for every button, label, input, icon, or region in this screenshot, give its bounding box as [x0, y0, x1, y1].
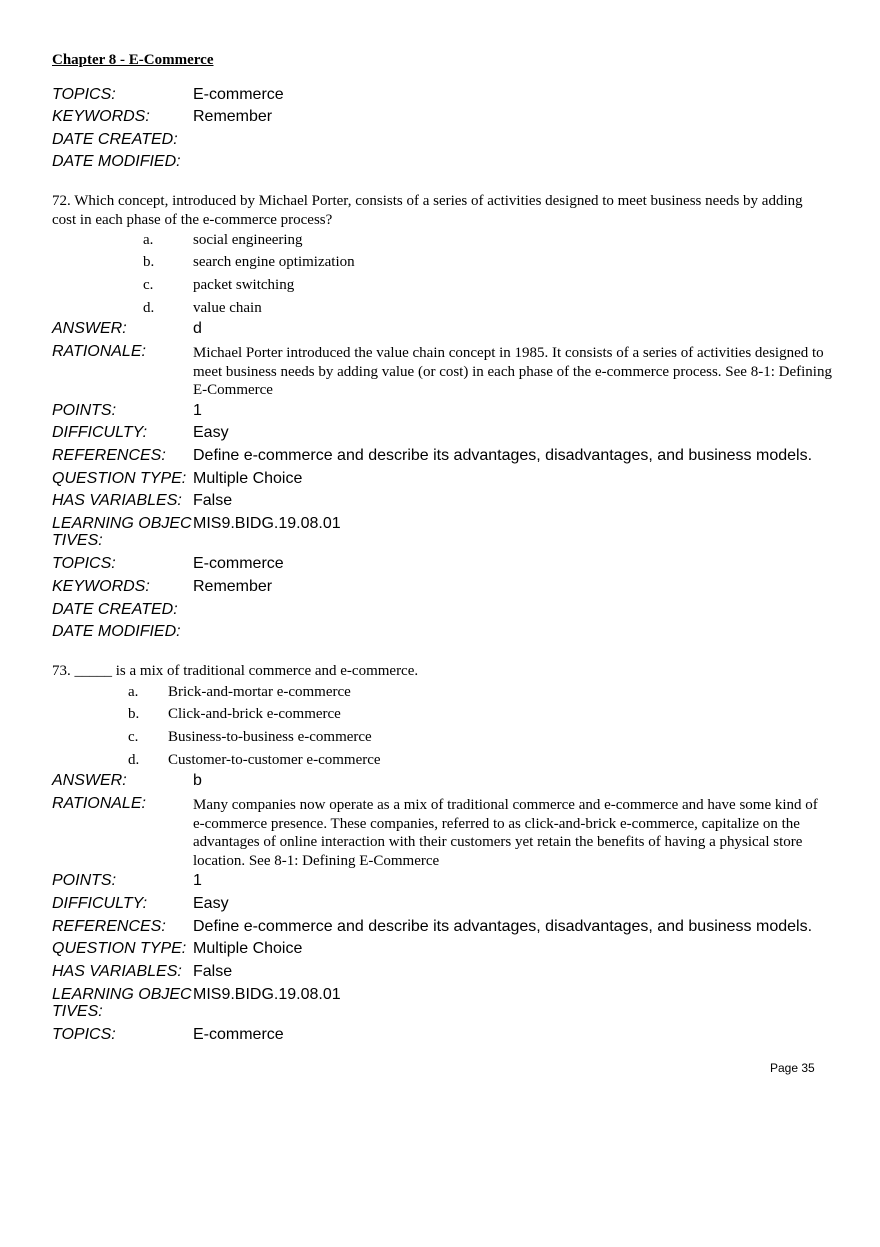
rationale-label: RATIONALE: [52, 795, 146, 812]
topics-label: TOPICS: [52, 1026, 116, 1043]
points-value: 1 [193, 872, 202, 889]
date-created-label: DATE CREATED: [52, 131, 178, 148]
points-label: POINTS: [52, 872, 117, 889]
q73-rationale-text: Many companies now operate as a mix of traditional commerce and e-commerce and have some kind of e-commerce presence. These companies, referred to as click-and-brick e-commerce, capitalize on the advantages of online interaction with their customers yet retain the benefits of having a physical store location. See 8-1: Defining E-Commerce [193, 797, 818, 869]
question-type-label: QUESTION TYPE: [52, 940, 187, 957]
topics-value: E-commerce [193, 555, 284, 572]
difficulty-label: DIFFICULTY: [52, 895, 148, 912]
learning-objectives-label: LEARNING OBJECTIVES: [52, 986, 192, 1020]
keywords-value: Remember [193, 578, 273, 595]
choice-letter: c. [128, 729, 139, 745]
choice-text: Customer-to-customer e-commerce [168, 752, 381, 768]
learning-objectives-label: LEARNING OBJECTIVES: [52, 515, 192, 549]
rationale-label: RATIONALE: [52, 343, 146, 360]
has-variables-label: HAS VARIABLES: [52, 492, 182, 509]
keywords-label: KEYWORDS: [52, 578, 150, 595]
answer-value: b [193, 772, 202, 789]
page-number: Page 35 [770, 1061, 815, 1075]
learning-objectives-value: MIS9.BIDG.19.08.01 [193, 515, 341, 532]
choice-letter: d. [128, 752, 140, 768]
references-value: Define e-commerce and describe its advantages, disadvantages, and business models. [193, 918, 813, 935]
keywords-value: Remember [193, 108, 273, 125]
choice-letter: d. [143, 300, 155, 316]
choice-text: search engine optimization [193, 254, 355, 270]
answer-value: d [193, 320, 202, 337]
choice-text: Brick-and-mortar e-commerce [168, 684, 351, 700]
points-value: 1 [193, 402, 202, 419]
choice-text: value chain [193, 300, 262, 316]
choice-text: packet switching [193, 277, 295, 293]
has-variables-value: False [193, 492, 233, 509]
choice-letter: c. [143, 277, 154, 293]
points-label: POINTS: [52, 402, 117, 419]
difficulty-value: Easy [193, 895, 229, 912]
choice-text: Business-to-business e-commerce [168, 729, 372, 745]
difficulty-label: DIFFICULTY: [52, 424, 148, 441]
question-72-text: 72. Which concept, introduced by Michael Porter, consists of a series of activities designed to meet business needs by adding cost in each phase of the e-commerce process? [52, 193, 803, 228]
date-modified-label: DATE MODIFIED: [52, 623, 181, 640]
question-type-value: Multiple Choice [193, 940, 303, 957]
choice-letter: a. [128, 684, 139, 700]
references-value: Define e-commerce and describe its advantages, disadvantages, and business models. [193, 447, 813, 464]
choice-text: Click-and-brick e-commerce [168, 706, 341, 722]
question-type-label: QUESTION TYPE: [52, 470, 187, 487]
has-variables-label: HAS VARIABLES: [52, 963, 182, 980]
q72-rationale-text: Michael Porter introduced the value chain concept in 1985. It consists of a series of activities designed to meet business needs by adding value (or cost) in each phase of the e-commerce process. See 8-1: Defining E-Commerce [193, 345, 832, 398]
choice-letter: b. [143, 254, 155, 270]
date-created-label: DATE CREATED: [52, 601, 178, 618]
topics-value: E-commerce [193, 86, 284, 103]
references-label: REFERENCES: [52, 447, 166, 464]
learning-objectives-value: MIS9.BIDG.19.08.01 [193, 986, 341, 1003]
topics-label: TOPICS: [52, 555, 116, 572]
answer-label: ANSWER: [52, 320, 127, 337]
choice-letter: b. [128, 706, 140, 722]
topics-label: TOPICS: [52, 86, 116, 103]
question-73-text: 73. _____ is a mix of traditional commerce and e-commerce. [52, 663, 419, 679]
choice-letter: a. [143, 232, 154, 248]
question-type-value: Multiple Choice [193, 470, 303, 487]
keywords-label: KEYWORDS: [52, 108, 150, 125]
has-variables-value: False [193, 963, 233, 980]
references-label: REFERENCES: [52, 918, 166, 935]
answer-label: ANSWER: [52, 772, 127, 789]
difficulty-value: Easy [193, 424, 229, 441]
topics-value: E-commerce [193, 1026, 284, 1043]
choice-text: social engineering [193, 232, 303, 248]
date-modified-label: DATE MODIFIED: [52, 153, 181, 170]
chapter-title: Chapter 8 - E-Commerce [52, 52, 214, 68]
